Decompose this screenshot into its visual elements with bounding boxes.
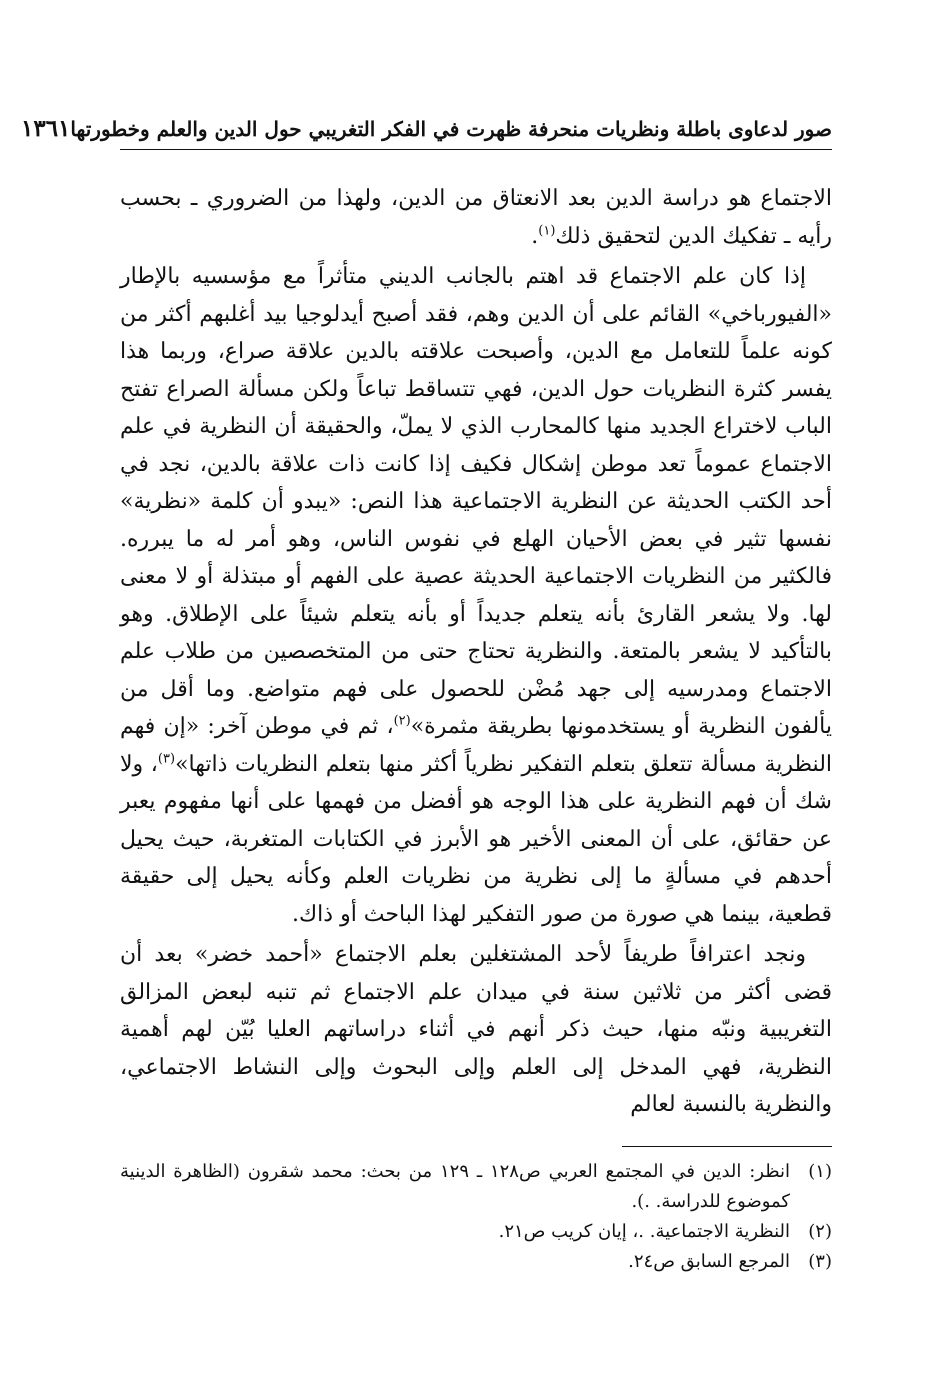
footnote-ref-3: (٣) <box>157 751 176 767</box>
running-header <box>20 105 832 145</box>
footnote-3-text: المرجع السابق ص٢٤. <box>628 1250 790 1272</box>
paragraph-2-part-2: ، ثم في موطن آخر: «إن فهم النظرية مسألة تتعلق بتعلم التفكير نظرياً أكثر منها بتعلم النظريات ذاتها» <box>120 714 833 777</box>
footnote-1 <box>120 1157 832 1217</box>
footnote-1-number: (١) <box>808 1160 832 1182</box>
body-text <box>120 180 832 1124</box>
footnote-2-text: النظرية الاجتماعية. .، إيان كريب ص٢١. <box>498 1220 790 1242</box>
footnote-ref-2: (٢) <box>393 713 411 729</box>
footnote-ref-1: (١) <box>538 223 556 239</box>
footnote-2 <box>120 1217 832 1247</box>
paragraph-3 <box>120 936 832 1124</box>
paragraph-1-text: الاجتماع هو دراسة الدين بعد الانعتاق من الدين، ولهذا من الضروري ـ بحسب رأيه ـ تفكيك الدين لتحقيق ذلك <box>120 186 832 249</box>
footnote-3-number: (٣) <box>808 1250 832 1272</box>
paragraph-2-part-3: ، ولا شك أن فهم النظرية على هذا الوجه هو أفضل من فهمها على أنها مفهوم يعبر عن حقائق، على أن المعنى الأخير هو الأبرز في الكتابات المتغربة، حيث يحيل أحدهم في مسألةٍ ما إلى نظرية من نظريات العلم وكأنه يحيل إلى حقيقة قطعية، بينما هي صورة من صور التفكير لهذا الباحث أو ذاك. <box>120 751 832 927</box>
paragraph-1-tail: . <box>531 223 539 249</box>
footnotes <box>120 1157 832 1277</box>
footnote-rule <box>622 1146 832 1147</box>
paragraph-3-text: ونجد اعترافاً طريفاً لأحد المشتغلين بعلم الاجتماع «أحمد خضر» بعد أن قضى أكثر من ثلاثين سنة في ميدان علم الاجتماع ثم تنبه لبعض المزالق التغريبية ونبّه منها، حيث ذكر أنهم في أثناء دراساتهم العليا بُيّن لهم أهمية النظرية، فهي المدخل إلى العلم وإلى البحوث وإلى النشاط الاجتماعي، والنظرية بالنسبة لعالم <box>120 942 832 1117</box>
footnote-3 <box>120 1247 832 1277</box>
page-number: ١٣٦١ <box>20 115 71 142</box>
paragraph-1 <box>120 180 832 255</box>
running-title: صور لدعاوى باطلة ونظريات منحرفة ظهرت في الفكر التغريبي حول الدين والعلم وخطورتها <box>70 117 832 141</box>
paragraph-2 <box>120 258 832 933</box>
book-page <box>20 105 833 1355</box>
footnote-1-text: انظر: الدين في المجتمع العربي ص١٢٨ ـ ١٢٩ من بحث: محمد شقرون (الظاهرة الدينية كموضوع للدراسة. .). <box>120 1160 791 1212</box>
paragraph-2-part-1: إذا كان علم الاجتماع قد اهتم بالجانب الديني متأثراً مع مؤسسيه بالإطار «الفيورباخي» القائم على أن الدين وهم، فقد أصبح أيدلوجيا بيد أغلبهم أكثر من كونه علماً للتعامل مع الدين، وأصبحت علاقته بالدين علاقة صراع، وربما هذا يفسر كثرة النظريات حول الدين، فهي تتساقط تباعاً ولكن مسألة الصراع تفتح الباب لاختراع الجديد منها كالمحارب الذي لا يملّ، والحقيقة أن النظرية في علم الاجتماع عموماً تعد موطن إشكال فكيف إذا كانت ذات علاقة بالدين، نجد في أحد الكتب الحديثة عن النظرية الاجتماعية هذا النص: «يبدو أن كلمة «نظرية» نفسها تثير في بعض الأحيان الهلع في نفوس الناس، وهو أمر له ما يبرره. فالكثير من النظريات الاجتماعية الحديثة عصية على الفهم أو مبتذلة أو لا معنى لها. ولا يشعر القارئ بأنه يتعلم جديداً أو بأنه يتعلم شيئاً على الإطلاق. وهو بالتأكيد لا يشعر بالمتعة. والنظرية تحتاج حتى من المتخصصين من طلاب علم الاجتماع ومدرسيه إلى جهد مُضْن للحصول على فهم متواضع. وما أقل من يألفون النظرية أو يستخدمونها بطريقة مثمرة» <box>120 264 833 739</box>
header-rule <box>120 149 832 150</box>
footnote-2-number: (٢) <box>808 1220 832 1242</box>
